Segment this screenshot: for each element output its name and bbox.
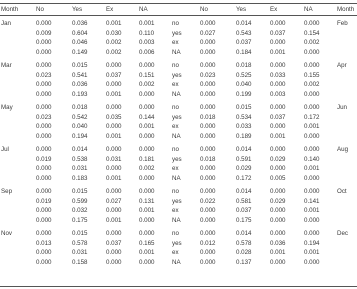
table-cell: 0.175: [236, 216, 252, 224]
table-cell: 0.000: [200, 188, 216, 195]
row-state-label: ex: [172, 123, 179, 130]
table-cell: 0.000: [36, 62, 52, 69]
table-cell: 0.001: [304, 123, 320, 130]
table-cell: 0.001: [270, 48, 286, 56]
table-cell: 0.030: [106, 29, 122, 37]
table-cell: 0.193: [72, 90, 88, 98]
table-cell: 0.000: [270, 258, 286, 266]
table-cell: 0.110: [139, 29, 155, 37]
table-cell: 0.036: [72, 81, 88, 88]
table-cell: 0.003: [270, 90, 286, 98]
table-cell: 0.591: [236, 155, 252, 163]
row-state-label: NA: [172, 132, 181, 140]
table-cell: 0.172: [236, 174, 252, 182]
table-cell: 0.000: [200, 39, 216, 46]
table-cell: 0.015: [72, 188, 88, 195]
table-cell: 0.000: [200, 146, 216, 153]
table-cell: 0.000: [36, 146, 52, 153]
column-header: No: [200, 6, 208, 13]
table-cell: 0.001: [139, 249, 155, 256]
row-state-label: ex: [172, 81, 179, 88]
row-state-label: yes: [172, 155, 182, 163]
table-cell: 0.018: [72, 104, 88, 111]
month-label-left: Sep: [1, 188, 13, 195]
month-label-right: Oct: [337, 188, 347, 195]
table-cell: 0.000: [139, 188, 155, 195]
table-cell: 0.131: [139, 197, 155, 205]
table-cell: 0.541: [72, 71, 88, 79]
table-cell: 0.000: [106, 258, 122, 266]
table-cell: 0.184: [236, 48, 252, 56]
table-cell: 0.183: [72, 174, 88, 182]
table-cell: 0.000: [106, 146, 122, 153]
table-cell: 0.009: [36, 29, 52, 37]
table-cell: 0.037: [270, 113, 286, 121]
table-cell: 0.000: [139, 230, 155, 237]
table-cell: 0.000: [106, 62, 122, 69]
month-label-right: Jun: [337, 104, 347, 111]
row-state-label: yes: [172, 71, 182, 79]
table-cell: 0.046: [72, 39, 88, 46]
table-cell: 0.019: [36, 197, 52, 205]
table-cell: 0.000: [106, 165, 122, 172]
table-cell: 0.000: [270, 165, 286, 172]
month-label-left: May: [1, 104, 13, 111]
table-cell: 0.001: [270, 132, 286, 140]
table-cell: 0.525: [236, 71, 252, 79]
table-cell: 0.018: [236, 62, 252, 69]
table-cell: 0.036: [72, 20, 88, 27]
row-state-label: no: [172, 230, 179, 237]
table-cell: 0.000: [270, 146, 286, 153]
table-cell: 0.023: [36, 71, 52, 79]
table-cell: 0.001: [106, 216, 122, 224]
table-top-rule: [0, 3, 357, 4]
table-cell: 0.032: [72, 207, 88, 214]
table-cell: 0.000: [304, 62, 320, 69]
table-cell: 0.538: [72, 155, 88, 163]
table-cell: 0.542: [72, 113, 88, 121]
row-state-label: ex: [172, 165, 179, 172]
table-cell: 0.014: [236, 230, 252, 237]
table-cell: 0.000: [36, 249, 52, 256]
table-cell: 0.581: [236, 197, 252, 205]
table-cell: 0.000: [36, 20, 52, 27]
table-cell: 0.000: [36, 104, 52, 111]
table-cell: 0.000: [200, 132, 216, 140]
table-cell: 0.000: [200, 123, 216, 130]
table-cell: 0.014: [236, 146, 252, 153]
table-cell: 0.000: [200, 249, 216, 256]
table-cell: 0.002: [106, 39, 122, 46]
table-cell: 0.000: [270, 62, 286, 69]
table-cell: 0.015: [72, 62, 88, 69]
table-cell: 0.000: [200, 48, 216, 56]
table-cell: 0.019: [36, 155, 52, 163]
table-cell: 0.001: [106, 174, 122, 182]
table-cell: 0.000: [304, 132, 320, 140]
table-cell: 0.000: [36, 132, 52, 140]
table-cell: 0.000: [304, 188, 320, 195]
row-state-label: no: [172, 20, 179, 27]
month-label-left: Nov: [1, 230, 13, 237]
table-cell: 0.035: [106, 113, 122, 121]
row-state-label: no: [172, 62, 179, 69]
column-header: NA: [139, 6, 148, 13]
table-cell: 0.000: [200, 230, 216, 237]
table-cell: 0.014: [72, 146, 88, 153]
table-cell: 0.037: [270, 29, 286, 37]
table-cell: 0.000: [200, 104, 216, 111]
table-cell: 0.000: [200, 20, 216, 27]
table-cell: 0.000: [139, 258, 155, 266]
month-label-right: Aug: [337, 146, 349, 153]
table-cell: 0.037: [236, 39, 252, 46]
table-cell: 0.012: [200, 239, 216, 247]
table-cell: 0.000: [270, 20, 286, 27]
row-state-label: NA: [172, 48, 181, 56]
table-cell: 0.000: [270, 207, 286, 214]
month-label-right: Apr: [337, 62, 347, 69]
table-cell: 0.029: [270, 155, 286, 163]
table-cell: 0.001: [304, 207, 320, 214]
row-state-label: NA: [172, 216, 181, 224]
row-state-label: no: [172, 104, 179, 111]
table-cell: 0.033: [236, 123, 252, 130]
table-cell: 0.001: [139, 123, 155, 130]
table-cell: 0.000: [200, 165, 216, 172]
table-cell: 0.001: [106, 90, 122, 98]
table-cell: 0.000: [36, 48, 52, 56]
table-cell: 0.000: [106, 104, 122, 111]
table-cell: 0.000: [36, 174, 52, 182]
row-state-label: NA: [172, 258, 181, 266]
row-state-label: no: [172, 146, 179, 153]
row-state-label: no: [172, 188, 179, 195]
table-cell: 0.137: [236, 258, 252, 266]
table-cell: 0.155: [304, 71, 320, 79]
row-state-label: ex: [172, 39, 179, 46]
table-cell: 0.015: [72, 230, 88, 237]
table-cell: 0.001: [106, 132, 122, 140]
month-label-right: Feb: [337, 20, 348, 27]
table-cell: 0.000: [139, 146, 155, 153]
month-label-left: Jan: [1, 20, 11, 27]
table-cell: 0.158: [72, 258, 88, 266]
table-cell: 0.000: [139, 90, 155, 98]
table-cell: 0.000: [270, 188, 286, 195]
table-cell: 0.006: [139, 48, 155, 56]
month-label-left: Mar: [1, 62, 12, 69]
row-state-label: NA: [172, 90, 181, 98]
table-cell: 0.027: [106, 197, 122, 205]
table-cell: 0.199: [236, 90, 252, 98]
table-cell: 0.000: [270, 230, 286, 237]
table-cell: 0.000: [270, 123, 286, 130]
table-cell: 0.000: [106, 249, 122, 256]
table-cell: 0.000: [304, 48, 320, 56]
row-state-label: yes: [172, 197, 182, 205]
table-cell: 0.040: [72, 123, 88, 130]
table-cell: 0.037: [236, 207, 252, 214]
table-cell: 0.001: [139, 207, 155, 214]
table-cell: 0.000: [200, 258, 216, 266]
table-cell: 0.001: [304, 165, 320, 172]
row-state-label: ex: [172, 249, 179, 256]
column-header: Month: [1, 6, 19, 13]
table-cell: 0.028: [236, 249, 252, 256]
table-cell: 0.144: [139, 113, 155, 121]
table-cell: 0.000: [139, 62, 155, 69]
table-cell: 0.000: [200, 62, 216, 69]
table-cell: 0.014: [236, 20, 252, 27]
table-cell: 0.033: [270, 71, 286, 79]
table-bottom-rule: [0, 286, 357, 287]
table-cell: 0.001: [139, 20, 155, 27]
row-state-label: NA: [172, 174, 181, 182]
row-state-label: yes: [172, 29, 182, 37]
table-cell: 0.165: [139, 239, 155, 247]
table-cell: 0.001: [304, 249, 320, 256]
row-state-label: ex: [172, 207, 179, 214]
table-cell: 0.015: [236, 104, 252, 111]
table-cell: 0.000: [106, 123, 122, 130]
table-cell: 0.000: [106, 207, 122, 214]
table-cell: 0.000: [304, 20, 320, 27]
table-cell: 0.154: [304, 29, 320, 37]
table-cell: 0.604: [72, 29, 88, 37]
table-cell: 0.018: [200, 155, 216, 163]
table-cell: 0.194: [304, 239, 320, 247]
table-cell: 0.031: [106, 155, 122, 163]
table-cell: 0.037: [106, 239, 122, 247]
table-cell: 0.031: [72, 249, 88, 256]
table-cell: 0.000: [270, 104, 286, 111]
table-cell: 0.151: [139, 71, 155, 79]
column-header: Yes: [72, 6, 83, 13]
table-cell: 0.194: [72, 132, 88, 140]
table-cell: 0.181: [139, 155, 155, 163]
table-cell: 0.000: [139, 216, 155, 224]
column-header: Month: [337, 6, 355, 13]
table-cell: 0.175: [72, 216, 88, 224]
month-label-right: Dec: [337, 230, 349, 237]
table-cell: 0.022: [200, 197, 216, 205]
table-cell: 0.000: [304, 230, 320, 237]
table-cell: 0.000: [270, 216, 286, 224]
column-header: Ex: [106, 6, 114, 13]
table-header-rule: [0, 15, 357, 16]
table-cell: 0.543: [236, 29, 252, 37]
table-cell: 0.002: [139, 165, 155, 172]
table-cell: 0.189: [236, 132, 252, 140]
table-cell: 0.014: [236, 188, 252, 195]
table-cell: 0.029: [270, 197, 286, 205]
table-cell: 0.013: [36, 239, 52, 247]
table-cell: 0.000: [36, 81, 52, 88]
table-cell: 0.003: [139, 39, 155, 46]
table-cell: 0.000: [36, 39, 52, 46]
row-state-label: yes: [172, 113, 182, 121]
table-cell: 0.018: [200, 113, 216, 121]
table-cell: 0.000: [36, 123, 52, 130]
table-cell: 0.000: [304, 146, 320, 153]
table-cell: 0.031: [72, 165, 88, 172]
table-cell: 0.534: [236, 113, 252, 121]
table-cell: 0.040: [236, 81, 252, 88]
table-cell: 0.599: [72, 197, 88, 205]
row-state-label: yes: [172, 239, 182, 247]
column-header: Ex: [270, 6, 278, 13]
table-cell: 0.002: [106, 48, 122, 56]
table-cell: 0.000: [139, 132, 155, 140]
table-cell: 0.000: [36, 207, 52, 214]
table-cell: 0.000: [200, 174, 216, 182]
table-cell: 0.037: [106, 71, 122, 79]
table-cell: 0.578: [236, 239, 252, 247]
table-cell: 0.578: [72, 239, 88, 247]
table-cell: 0.000: [106, 188, 122, 195]
table-cell: 0.000: [36, 188, 52, 195]
table-cell: 0.000: [270, 81, 286, 88]
table-cell: 0.002: [304, 81, 320, 88]
table-cell: 0.005: [270, 174, 286, 182]
table-cell: 0.000: [304, 174, 320, 182]
table-cell: 0.000: [139, 104, 155, 111]
table-cell: 0.036: [270, 239, 286, 247]
table-cell: 0.149: [72, 48, 88, 56]
table-cell: 0.000: [139, 174, 155, 182]
table-cell: 0.001: [270, 249, 286, 256]
table-cell: 0.000: [270, 39, 286, 46]
column-header: No: [36, 6, 44, 13]
table-cell: 0.001: [106, 20, 122, 27]
table-cell: 0.002: [304, 39, 320, 46]
table-cell: 0.000: [200, 90, 216, 98]
table-cell: 0.000: [36, 230, 52, 237]
month-label-left: Jul: [1, 146, 9, 153]
table-cell: 0.000: [36, 258, 52, 266]
table-cell: 0.000: [36, 165, 52, 172]
table-cell: 0.023: [36, 113, 52, 121]
table-cell: 0.000: [200, 216, 216, 224]
table-cell: 0.000: [304, 90, 320, 98]
table-cell: 0.000: [200, 207, 216, 214]
table-cell: 0.000: [106, 230, 122, 237]
table-cell: 0.000: [304, 104, 320, 111]
table-cell: 0.000: [200, 81, 216, 88]
table-cell: 0.002: [139, 81, 155, 88]
table-cell: 0.027: [200, 29, 216, 37]
table-cell: 0.000: [36, 90, 52, 98]
column-header: Yes: [236, 6, 247, 13]
table-cell: 0.141: [304, 197, 320, 205]
table-cell: 0.000: [36, 216, 52, 224]
table-cell: 0.172: [304, 113, 320, 121]
table-cell: 0.000: [304, 216, 320, 224]
column-header: NA: [304, 6, 313, 13]
table-cell: 0.029: [236, 165, 252, 172]
table-cell: 0.140: [304, 155, 320, 163]
table-cell: 0.000: [106, 81, 122, 88]
table-cell: 0.023: [200, 71, 216, 79]
table-cell: 0.000: [304, 258, 320, 266]
